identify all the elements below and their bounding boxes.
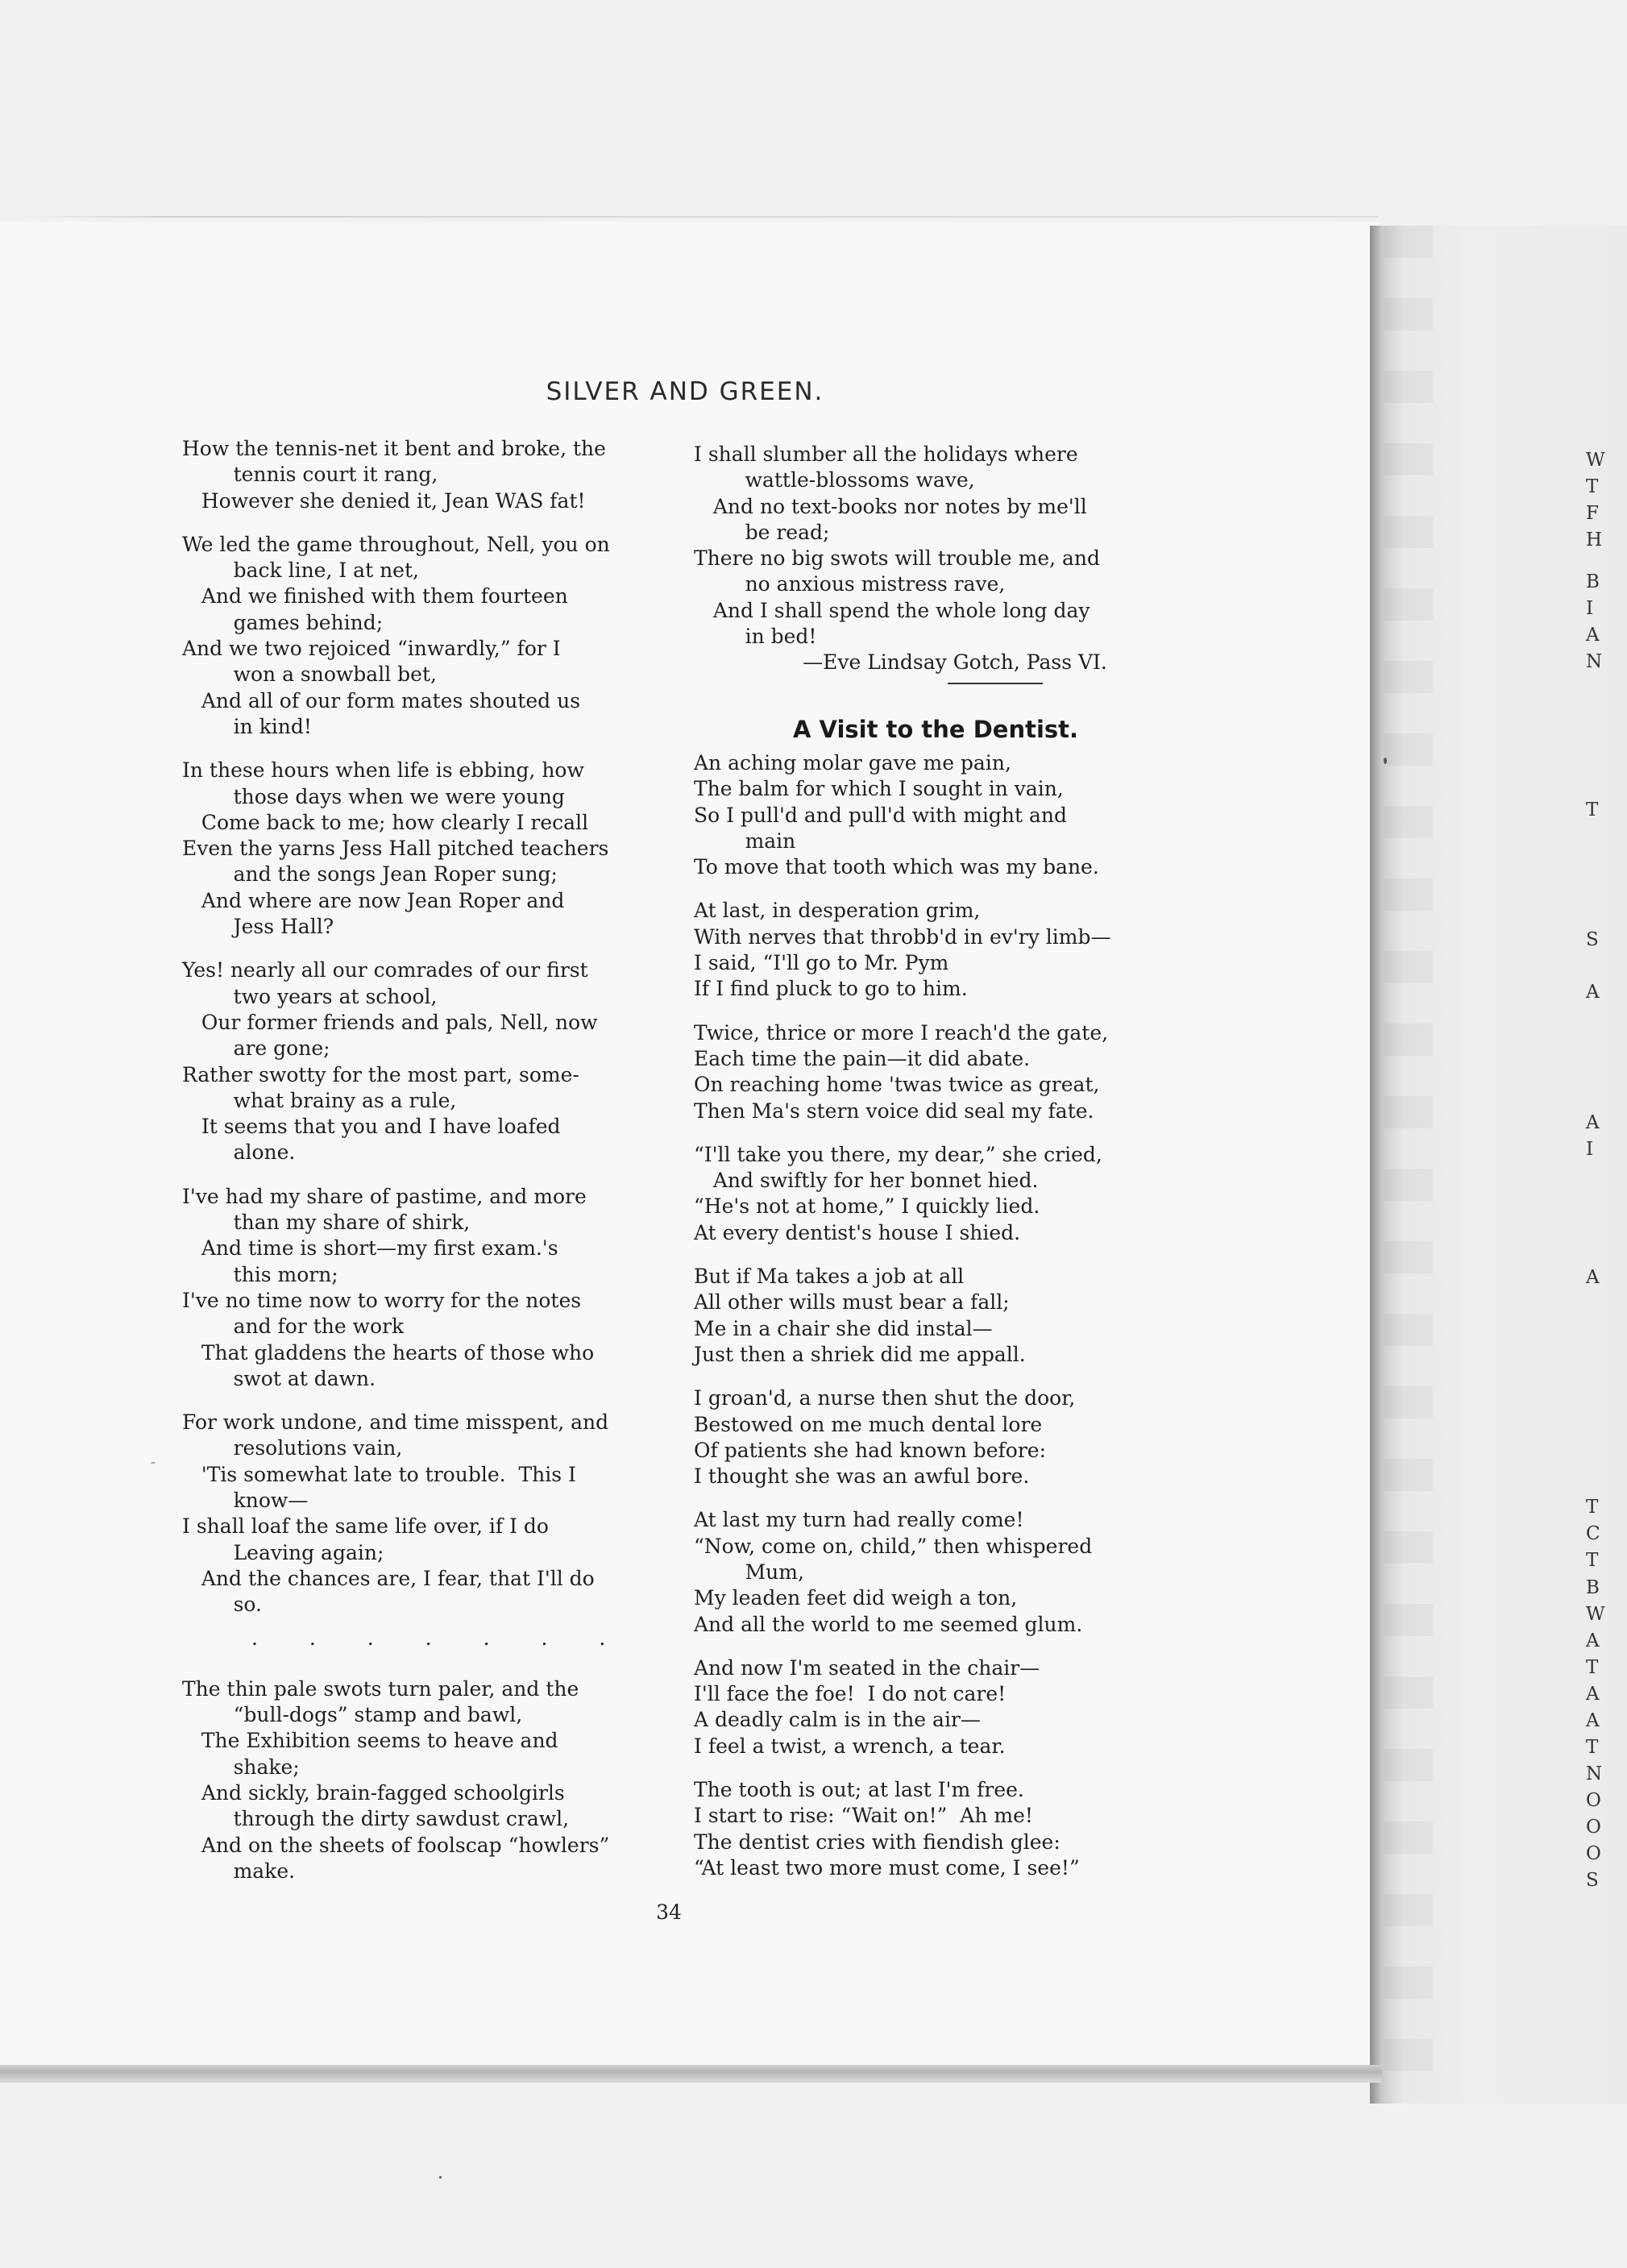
verse-line: I've had my share of pastime, and more xyxy=(182,1184,587,1208)
margin-letter: A xyxy=(1586,1267,1600,1288)
verse-line: shake; xyxy=(182,1755,300,1779)
margin-letter: O xyxy=(1586,1817,1601,1838)
verse-line: But if Ma takes a job at all xyxy=(694,1265,965,1289)
verse-line: Our former friends and pals, Nell, now xyxy=(182,1010,598,1034)
verse-line: I said, “I'll go to Mr. Pym xyxy=(694,951,949,975)
verse-line: All other wills must bear a fall; xyxy=(694,1290,1010,1315)
stanza xyxy=(182,1410,666,1618)
verse-line: And sickly, brain-fagged schoolgirls xyxy=(182,1780,565,1805)
verse-line: And no text-books nor notes by me'll xyxy=(694,494,1087,518)
verse-line: And where are now Jean Roper and xyxy=(182,888,565,912)
verse-line: I shall slumber all the holidays where xyxy=(694,442,1078,466)
verse-line: And all of our form mates shouted us xyxy=(182,688,581,712)
verse-line: At every dentist's house I shied. xyxy=(694,1220,1021,1244)
stanza xyxy=(182,957,666,1165)
verse-line: I've no time now to worry for the notes xyxy=(182,1288,582,1312)
verse-line: main xyxy=(694,829,796,853)
verse-line: Yes! nearly all our comrades of our first xyxy=(182,958,588,982)
verse-line: make. xyxy=(182,1859,296,1883)
verse-line: And on the sheets of foolscap “howlers” xyxy=(182,1833,610,1857)
verse-line: Each time the pain—it did abate. xyxy=(694,1046,1031,1070)
verse-line: And time is short—my first exam.'s xyxy=(182,1236,558,1261)
verse-line: For work undone, and time misspent, and xyxy=(182,1410,609,1435)
verse-line: And now I'm seated in the chair— xyxy=(694,1655,1040,1680)
verse-line: And we two rejoiced “inwardly,” for I xyxy=(182,637,561,661)
verse-line: It seems that you and I have loafed xyxy=(182,1115,561,1139)
verse-line: “At least two more must come, I see!” xyxy=(694,1855,1080,1880)
stanza xyxy=(182,1184,666,1392)
verse-line: back line, I at net, xyxy=(182,559,419,583)
verse-line: won a snowball bet, xyxy=(182,663,437,687)
verse-line: My leaden feet did weigh a ton, xyxy=(694,1586,1018,1610)
verse-line: How the tennis-net it bent and broke, the xyxy=(182,437,606,460)
stanza xyxy=(694,1507,1177,1637)
margin-letter: W xyxy=(1586,1604,1605,1625)
verse-line: than my share of shirk, xyxy=(182,1211,471,1235)
verse-line: what brainy as a rule, xyxy=(182,1088,457,1112)
verse-line: If I find pluck to go to him. xyxy=(694,977,968,1001)
verse-line: wattle-blossoms wave, xyxy=(694,468,975,492)
verse-line: and the songs Jean Roper sung; xyxy=(182,862,558,887)
verse-line: two years at school, xyxy=(182,984,438,1008)
margin-letter: O xyxy=(1586,1843,1601,1864)
margin-letter: S xyxy=(1586,929,1599,950)
running-head: SILVER AND GREEN. xyxy=(546,377,824,406)
verse-line: And we finished with them fourteen xyxy=(182,584,568,609)
margin-letter: T xyxy=(1586,800,1599,820)
stanza xyxy=(182,532,666,740)
verse-line: In these hours when life is ebbing, how xyxy=(182,758,584,783)
verse-line: There no big swots will trouble me, and xyxy=(694,546,1101,571)
verse-line: The tooth is out; at last I'm free. xyxy=(694,1778,1024,1802)
verse-line: I thought she was an awful bore. xyxy=(694,1464,1030,1489)
verse-line: know— xyxy=(182,1488,309,1512)
scan-speck xyxy=(151,1462,156,1464)
scan-border-top xyxy=(24,216,1378,218)
margin-letter: T xyxy=(1586,1737,1599,1758)
verse-line: are gone; xyxy=(182,1036,330,1061)
verse-line: in kind! xyxy=(182,714,312,738)
margin-letter: T xyxy=(1586,1550,1599,1571)
verse-line: With nerves that throbb'd in ev'ry limb— xyxy=(694,924,1111,949)
margin-letter: T xyxy=(1586,476,1599,497)
poem-title: A Visit to the Dentist. xyxy=(792,715,1079,743)
verse-line: Me in a chair she did instal— xyxy=(694,1316,993,1340)
verse-line: in bed! xyxy=(694,625,817,649)
verse-line: and for the work xyxy=(182,1315,405,1339)
verse-line: However she denied it, Jean WAS fat! xyxy=(182,488,586,513)
stanza xyxy=(694,1385,1177,1489)
verse-line: I groan'd, a nurse then shut the door, xyxy=(694,1386,1076,1410)
margin-letter: A xyxy=(1586,1112,1600,1133)
verse-line: games behind; xyxy=(182,610,384,634)
verse-line: A deadly calm is in the air— xyxy=(694,1708,981,1732)
margin-letter: F xyxy=(1586,503,1599,524)
margin-letter: B xyxy=(1586,1577,1600,1598)
verse-line: Even the yarns Jess Hall pitched teachers xyxy=(182,837,609,861)
verse-line: To move that tooth which was my bane. xyxy=(694,855,1099,879)
verse-line: resolutions vain, xyxy=(182,1436,403,1460)
verse-line: Come back to me; how clearly I recall xyxy=(182,810,589,834)
margin-letter: N xyxy=(1586,651,1603,672)
right-column xyxy=(694,442,1177,1881)
margin-letter: T xyxy=(1586,1497,1599,1518)
verse-line: Rather swotty for the most part, some- xyxy=(182,1062,579,1086)
verse-line: We led the game throughout, Nell, you on xyxy=(182,532,610,556)
verse-line: swot at dawn. xyxy=(182,1366,376,1390)
stanza xyxy=(694,1264,1177,1368)
verse-line: 'Tis somewhat late to trouble. This I xyxy=(182,1462,576,1486)
verse-line: So I pull'd and pull'd with might and xyxy=(694,803,1068,827)
verse-line: That gladdens the hearts of those who xyxy=(182,1340,595,1365)
stanza xyxy=(694,1777,1177,1881)
verse-line: I'll face the foe! I do not care! xyxy=(694,1682,1006,1706)
verse-line: Just then a shriek did me appall. xyxy=(694,1342,1026,1366)
verse-line: this morn; xyxy=(182,1262,338,1286)
verse-line: “bull-dogs” stamp and bawl, xyxy=(182,1703,523,1727)
verse-line: alone. xyxy=(182,1140,296,1165)
verse-line: “He's not at home,” I quickly lied. xyxy=(694,1194,1040,1219)
verse-line: The dentist cries with fiendish glee: xyxy=(694,1830,1060,1854)
verse-line: “Now, come on, child,” then whispered xyxy=(694,1534,1093,1558)
verse-line: At last my turn had really come! xyxy=(694,1508,1024,1532)
margin-letter: A xyxy=(1586,1684,1600,1705)
stanza xyxy=(694,1020,1177,1124)
verse-line: those days when we were young xyxy=(182,784,565,808)
margin-letter: I xyxy=(1586,598,1594,619)
verse-line: Leaving again; xyxy=(182,1540,384,1564)
verse-line: And the chances are, I fear, that I'll do xyxy=(182,1566,595,1590)
verse-line: Twice, thrice or more I reach'd the gate, xyxy=(694,1020,1109,1045)
verse-line: The Exhibition seems to heave and xyxy=(182,1729,558,1753)
dentist-poem xyxy=(694,750,1177,1881)
margin-letter: B xyxy=(1586,571,1600,592)
verse-line: At last, in desperation grim, xyxy=(694,899,981,923)
poem-ending xyxy=(694,442,1177,650)
section-break-dots: . . . . . . . xyxy=(251,1626,629,1651)
margin-letter: W xyxy=(1586,450,1605,471)
margin-letter: N xyxy=(1586,1763,1603,1784)
verse-line: Jess Hall? xyxy=(182,915,334,939)
verse-line: be read; xyxy=(694,520,830,544)
margin-letter: A xyxy=(1586,625,1600,646)
verse-line: I feel a twist, a wrench, a tear. xyxy=(694,1734,1006,1758)
verse-line: An aching molar gave me pain, xyxy=(694,750,1011,775)
margin-letter: A xyxy=(1586,1710,1600,1731)
stanza xyxy=(694,898,1177,1002)
page-number: 34 xyxy=(656,1900,682,1924)
verse-line: Then Ma's stern voice did seal my fate. xyxy=(694,1099,1094,1123)
verse-line: The balm for which I sought in vain, xyxy=(694,777,1064,801)
margin-letter: O xyxy=(1586,1790,1601,1811)
verse-line: And I shall spend the whole long day xyxy=(694,598,1090,622)
margin-letter: A xyxy=(1586,1630,1600,1651)
verse-line: And swiftly for her bonnet hied. xyxy=(694,1169,1039,1193)
scan-border-bottom xyxy=(0,2065,1382,2083)
stanza xyxy=(182,436,666,514)
verse-line: “I'll take you there, my dear,” she cried, xyxy=(694,1142,1102,1166)
stanza xyxy=(182,758,666,940)
stanza xyxy=(694,1142,1177,1246)
verse-line: tennis court it rang, xyxy=(182,463,438,487)
stanza xyxy=(182,1676,666,1884)
verse-line: I shall loaf the same life over, if I do xyxy=(182,1514,549,1539)
scan-speck xyxy=(439,2176,442,2179)
verse-line: so. xyxy=(182,1593,262,1617)
stanza xyxy=(694,1655,1177,1759)
verse-line: On reaching home 'twas twice as great, xyxy=(694,1073,1100,1097)
author-signature: —Eve Lindsay Gotch, Pass VI. xyxy=(694,650,1107,675)
section-divider xyxy=(948,683,1043,684)
margin-letter: A xyxy=(1586,982,1600,1003)
margin-letter: S xyxy=(1586,1870,1599,1891)
verse-line: The thin pale swots turn paler, and the xyxy=(182,1676,579,1701)
verse-line: through the dirty sawdust crawl, xyxy=(182,1807,570,1831)
scan-speck xyxy=(1384,758,1387,764)
left-column xyxy=(182,436,666,1884)
verse-line: I start to rise: “Wait on!” Ah me! xyxy=(694,1804,1033,1828)
stanza xyxy=(694,750,1177,880)
margin-letter: C xyxy=(1586,1523,1600,1544)
verse-line: Of patients she had known before: xyxy=(694,1438,1047,1462)
verse-line: And all the world to me seemed glum. xyxy=(694,1612,1083,1636)
verse-line: Mum, xyxy=(694,1560,804,1584)
margin-letter: T xyxy=(1586,1657,1599,1678)
verse-line: no anxious mistress rave, xyxy=(694,572,1006,596)
margin-letter: I xyxy=(1586,1139,1594,1160)
verse-line: Bestowed on me much dental lore xyxy=(694,1412,1043,1436)
margin-letter: H xyxy=(1586,530,1603,550)
